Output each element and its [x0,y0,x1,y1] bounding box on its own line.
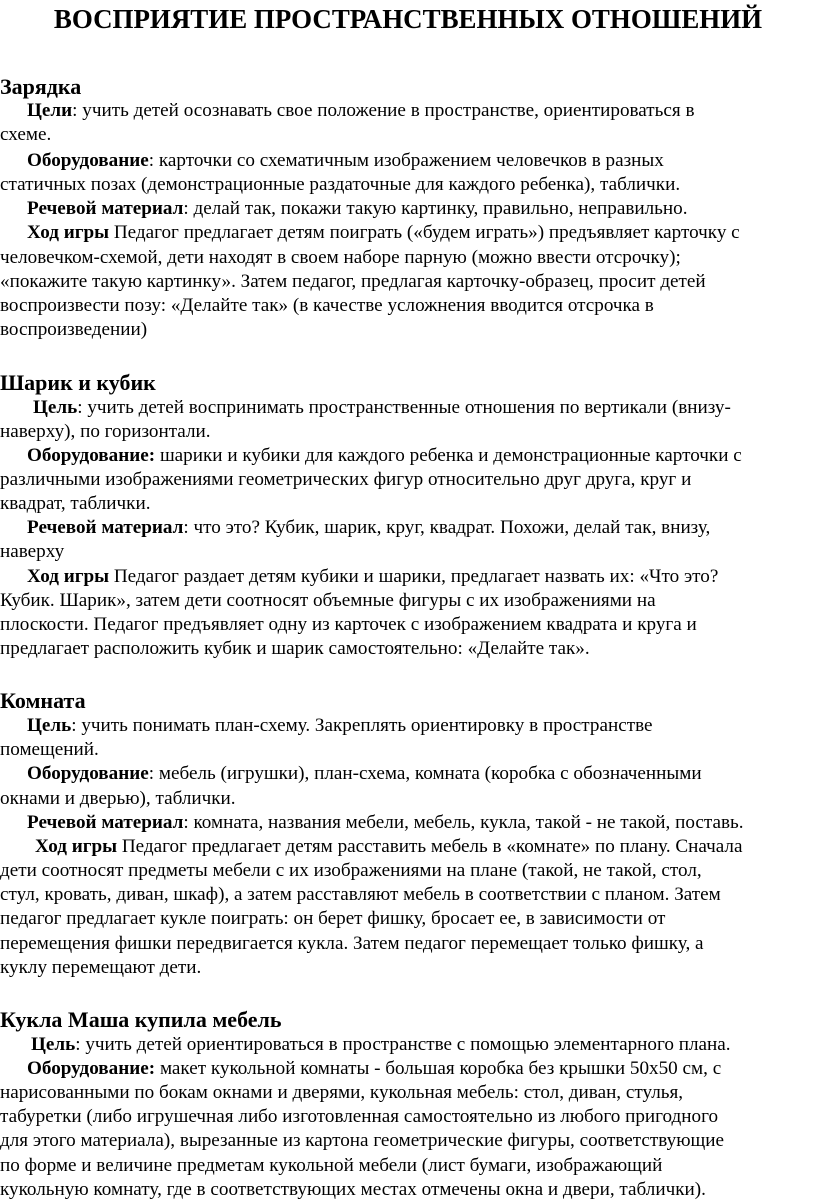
term-label: Речевой материал [27,517,184,538]
paragraph-line: наверху [0,541,65,562]
term-label: Ход игры [27,566,110,587]
paragraph-line: Оборудование: мебель (игрушки), план-схема, комната (коробка с обозначенными [27,763,702,784]
paragraph-line: Ход игры Педагог предлагает детям поиграть («будем играть») предъявляет карточку с [27,222,740,243]
paragraph-line: Оборудование: шарики и кубики для каждого ребенка и демонстрационные карточки с [27,445,742,466]
term-label: Цель [27,715,72,736]
paragraph-line: по форме и величине предметам кукольной мебели (лист бумаги, изображающий [0,1155,663,1176]
paragraph-line: Цель: учить детей ориентироваться в пространстве с помощью элементарного плана. [31,1034,731,1055]
paragraph-line: дети соотносят предметы мебели с их изображениями на плане (такой, не такой, стол, [0,860,702,881]
paragraph-line: «покажите такую картинку». Затем педагог, предлагая карточку-образец, просит детей [0,271,706,292]
paragraph-line: педагог предлагает кукле поиграть: он берет фишку, бросает ее, в зависимости от [0,908,666,929]
paragraph-line: нарисованными по бокам окнами и дверями, кукольная мебель: стол, диван, стулья, [0,1082,684,1103]
paragraph-line: кукольную комнату, где в соответствующих местах отмечены окна и двери, таблички). [0,1179,706,1200]
paragraph-line: Цель: учить понимать план-схему. Закреплять ориентировку в пространстве [27,715,653,736]
paragraph-line: стул, кровать, диван, шкаф), а затем расставляют мебель в соответствии с планом. Затем [0,884,721,905]
paragraph-line: Цель: учить детей воспринимать пространственные отношения по вертикали (внизу- [33,397,731,418]
term-label: Оборудование: [27,1058,156,1079]
paragraph-line: воспроизвести позу: «Делайте так» (в качестве усложнения вводится отсрочка в [0,295,654,316]
paragraph-line: Ход игры Педагог предлагает детям расставить мебель в «комнате» по плану. Сначала [35,836,743,857]
document-title: ВОСПРИЯТИЕ ПРОСТРАНСТВЕННЫХ ОТНОШЕНИЙ [53,4,763,34]
paragraph-line: Речевой материал: комната, названия мебели, мебель, кукла, такой - не такой, поставь. [27,812,744,833]
paragraph-line: куклу перемещают дети. [0,957,202,978]
section-title-sharik-i-kubik: Шарик и кубик [0,370,156,395]
section-title-kukla-masha: Кукла Маша купила мебель [0,1007,282,1032]
paragraph-line: плоскости. Педагог предъявляет одну из карточек с изображением квадрата и круга и [0,614,697,635]
term-label: Ход игры [35,836,118,857]
paragraph-line: различными изображениями геометрических фигур относительно друг друга, круг и [0,469,692,490]
term-label: Оборудование: [27,445,156,466]
paragraph-line: Цели: учить детей осознавать свое положение в пространстве, ориентироваться в [27,100,695,121]
paragraph-line: схеме. [0,124,52,145]
paragraph-line: перемещения фишки передвигается кукла. Затем педагог перемещает только фишку, а [0,933,704,954]
paragraph-line: Ход игры Педагог раздает детям кубики и шарики, предлагает назвать их: «Что это? [27,566,719,587]
paragraph-line: статичных позах (демонстрационные раздаточные для каждого ребенка), таблички. [0,174,681,195]
term-label: Цели [27,100,73,121]
paragraph-line: для этого материала), вырезанные из картона геометрические фигуры, соответствующие [0,1130,724,1151]
section-title-komnata: Комната [0,688,86,713]
paragraph-line: воспроизведении) [0,319,148,340]
term-label: Речевой материал [27,198,184,219]
paragraph-line: человечком-схемой, дети находят в своем наборе парную (можно ввести отсрочку); [0,247,681,268]
paragraph-line: окнами и дверью), таблички. [0,788,236,809]
paragraph-line: Речевой материал: что это? Кубик, шарик, круг, квадрат. Похожи, делай так, внизу, [27,517,711,538]
paragraph-line: помещений. [0,739,99,760]
paragraph-line: Кубик. Шарик», затем дети соотносят объемные фигуры с их изображениями на [0,590,656,611]
paragraph-line: табуретки (либо игрушечная либо изготовленная самостоятельно из любого пригодного [0,1106,719,1127]
term-label: Цель [31,1034,76,1055]
term-label: Оборудование [27,150,149,171]
paragraph-line: Оборудование: карточки со схематичным изображением человечков в разных [27,150,664,171]
term-label: Оборудование [27,763,149,784]
term-label: Цель [33,397,78,418]
paragraph-line: квадрат, таблички. [0,493,151,514]
paragraph-line: Оборудование: макет кукольной комнаты - большая коробка без крышки 50х50 см, с [27,1058,722,1079]
section-title-zaryadka: Зарядка [0,74,82,99]
paragraph-line: предлагает расположить кубик и шарик самостоятельно: «Делайте так». [0,638,590,659]
term-label: Речевой материал [27,812,184,833]
paragraph-line: наверху), по горизонтали. [0,421,211,442]
paragraph-line: Речевой материал: делай так, покажи такую картинку, правильно, неправильно. [27,198,688,219]
term-label: Ход игры [27,222,110,243]
